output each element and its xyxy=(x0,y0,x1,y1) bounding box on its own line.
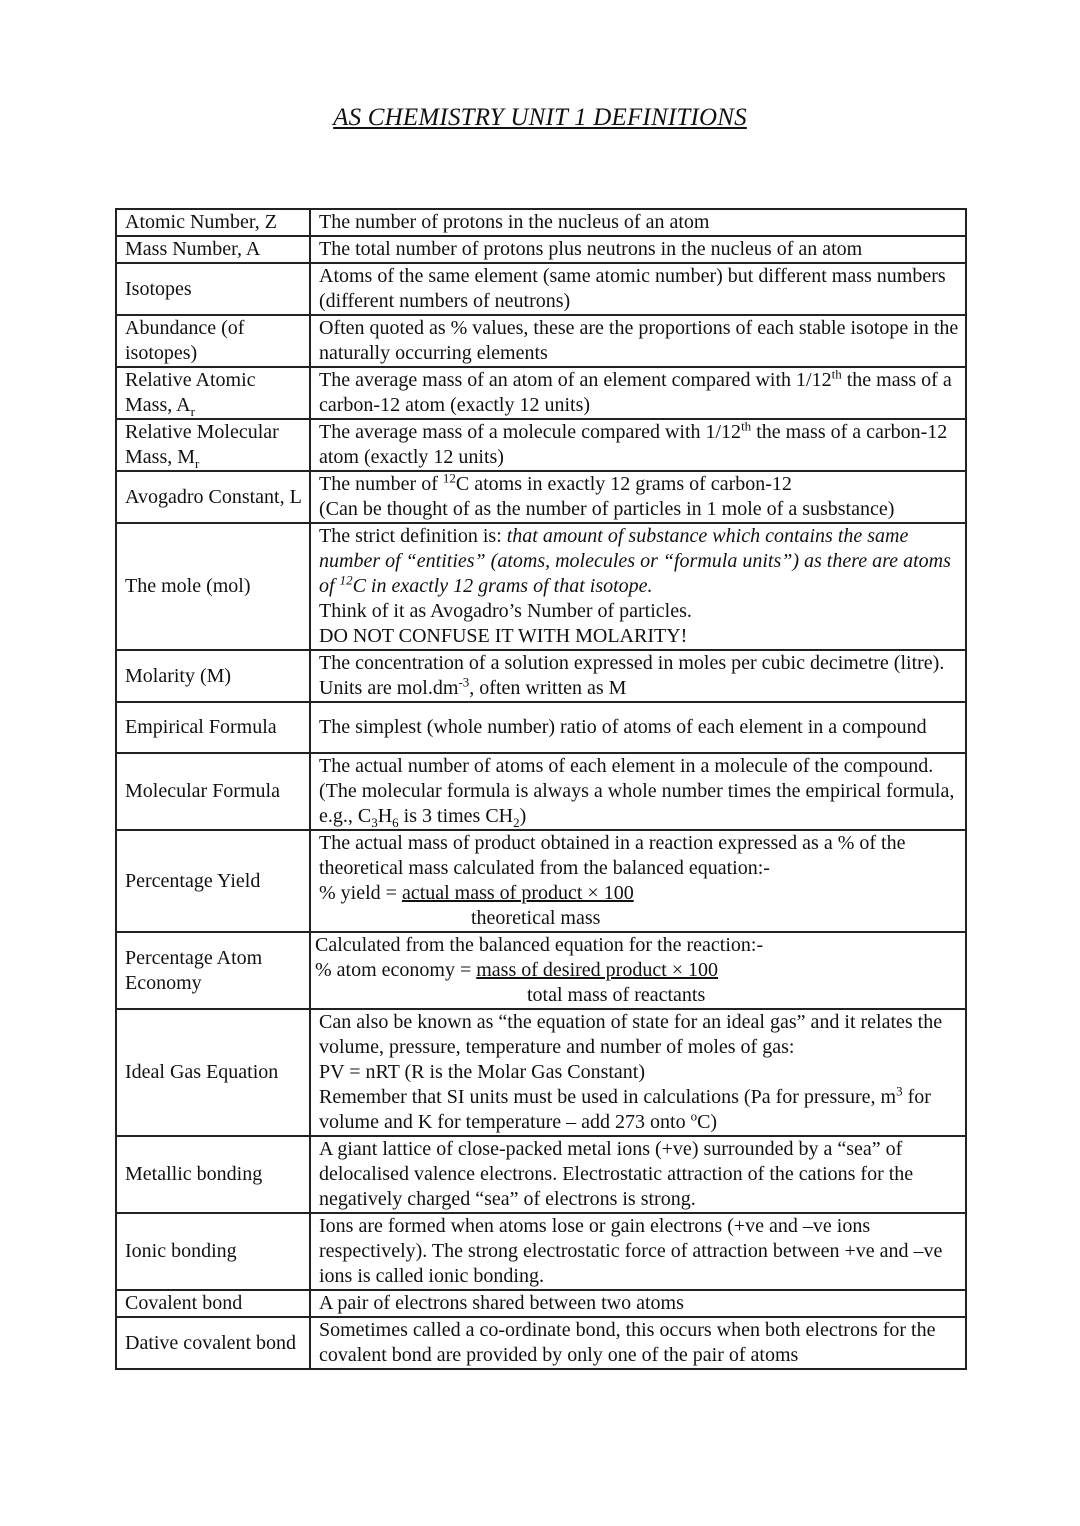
table-row xyxy=(116,419,966,471)
term-cell: Molecular Formula xyxy=(116,753,310,830)
superscript: 12 xyxy=(339,572,353,588)
superscript: -3 xyxy=(458,674,470,690)
table-row xyxy=(116,753,966,830)
definition-text: The actual number of atoms of each element in a molecule of the compound. (The molecular formula is always a whole number times the empirical formula, e.g., C xyxy=(319,755,955,827)
superscript: o xyxy=(690,1108,698,1124)
term-cell: Covalent bond xyxy=(116,1290,310,1317)
definition-text: (Can be thought of as the number of particles in 1 mole of a susbstance) xyxy=(319,498,895,520)
definition-cell xyxy=(310,471,966,523)
table-row xyxy=(116,471,966,523)
definition-cell xyxy=(310,523,966,650)
term-cell: Percentage Yield xyxy=(116,830,310,932)
definition-text: The number of xyxy=(319,473,443,495)
definition-cell: The total number of protons plus neutrons in the nucleus of an atom xyxy=(310,236,966,263)
definition-text: for volume and K for temperature – add 273 onto xyxy=(319,1086,931,1133)
definition-text: is 3 times CH xyxy=(398,805,514,827)
definition-text: The average mass of an atom of an element compared with 1/12 xyxy=(319,369,832,391)
table-row xyxy=(116,932,966,1009)
term-cell: Avogadro Constant, L xyxy=(116,471,310,523)
superscript: 12 xyxy=(442,470,456,486)
definition-text: H xyxy=(377,805,393,827)
definition-text: ) xyxy=(519,805,527,827)
term-cell: Ionic bonding xyxy=(116,1213,310,1290)
definition-cell xyxy=(310,753,966,830)
table-row xyxy=(116,1136,966,1213)
definition-cell: Atoms of the same element (same atomic number) but different mass numbers (different numbers of neutrons) xyxy=(310,263,966,315)
formula-lhs: % yield = xyxy=(319,882,402,904)
term-cell: Percentage Atom Economy xyxy=(116,932,310,1009)
term-cell: Ideal Gas Equation xyxy=(116,1009,310,1136)
definition-text: the mass of a carbon-12 atom (exactly 12 units) xyxy=(319,369,952,416)
definition-text: The concentration of a solution expressed in moles per cubic decimetre (litre). Units are mol.dm xyxy=(319,652,945,699)
superscript: 3 xyxy=(896,1083,903,1099)
term-text: Relative Atomic Mass, A xyxy=(125,369,256,416)
definition-text: DO NOT CONFUSE IT WITH MOLARITY! xyxy=(319,625,688,647)
definition-cell xyxy=(310,367,966,419)
term-cell: Isotopes xyxy=(116,263,310,315)
definition-text: C) xyxy=(697,1111,718,1133)
definition-text: Can also be known as “the equation of state for an ideal gas” and it relates the volume, pressure, temperature and number of moles of gas: xyxy=(319,1011,943,1058)
definition-text: The strict definition is: xyxy=(319,525,507,547)
definition-cell: Often quoted as % values, these are the proportions of each stable isotope in the naturally occurring elements xyxy=(310,315,966,367)
subscript: r xyxy=(190,404,195,419)
subscript: r xyxy=(195,456,200,471)
table-row xyxy=(116,263,966,315)
table-row xyxy=(116,1213,966,1290)
definition-cell: Sometimes called a co-ordinate bond, this occurs when both electrons for the covalent bond are provided by only one of the pair of atoms xyxy=(310,1317,966,1369)
definition-italic: C in exactly 12 grams of that isotope. xyxy=(352,575,653,597)
definition-cell xyxy=(310,932,966,1009)
definition-cell: The number of protons in the nucleus of an atom xyxy=(310,209,966,236)
formula-denominator: total mass of reactants xyxy=(527,984,706,1006)
term-cell: The mole (mol) xyxy=(116,523,310,650)
term-cell: Mass Number, A xyxy=(116,236,310,263)
term-cell xyxy=(116,367,310,419)
table-row xyxy=(116,702,966,753)
term-cell: Molarity (M) xyxy=(116,650,310,702)
definition-cell xyxy=(310,650,966,702)
table-row xyxy=(116,830,966,932)
term-cell: Metallic bonding xyxy=(116,1136,310,1213)
definition-italic: that amount of substance which contains the same number of “entities” (atoms, molecules or “formula units”) as there are atoms of xyxy=(319,525,951,597)
definition-cell xyxy=(310,1009,966,1136)
table-row xyxy=(116,1009,966,1136)
table-row xyxy=(116,650,966,702)
term-text: Relative Molecular Mass, M xyxy=(125,421,279,468)
term-cell: Dative covalent bond xyxy=(116,1317,310,1369)
table-row xyxy=(116,236,966,263)
yield-formula xyxy=(319,881,959,906)
term-cell: Atomic Number, Z xyxy=(116,209,310,236)
definitions-table xyxy=(115,208,967,1370)
term-cell xyxy=(116,419,310,471)
definition-text: C atoms in exactly 12 grams of carbon-12 xyxy=(455,473,792,495)
table-row xyxy=(116,315,966,367)
definition-cell: A giant lattice of close-packed metal ions (+ve) surrounded by a “sea” of delocalised valence electrons. Electrostatic attraction of the cations for the negatively charged “sea” of electrons is strong. xyxy=(310,1136,966,1213)
definition-cell xyxy=(310,830,966,932)
definition-text: PV = nRT (R is the Molar Gas Constant) xyxy=(319,1061,646,1083)
page-title: AS CHEMISTRY UNIT 1 DEFINITIONS xyxy=(333,104,747,131)
superscript: th xyxy=(741,418,752,434)
term-cell: Abundance (of isotopes) xyxy=(116,315,310,367)
definition-text: Think of it as Avogadro’s Number of particles. xyxy=(319,600,692,622)
definition-cell: Ions are formed when atoms lose or gain electrons (+ve and –ve ions respectively). The strong electrostatic force of attraction between +ve and –ve ions is called ionic bonding. xyxy=(310,1213,966,1290)
table-row xyxy=(116,1317,966,1369)
definition-text: Remember that SI units must be used in calculations (Pa for pressure, m xyxy=(319,1086,897,1108)
atom-economy-formula xyxy=(315,958,959,983)
definition-text: The average mass of a molecule compared with 1/12 xyxy=(319,421,742,443)
superscript: th xyxy=(831,366,842,382)
term-cell: Empirical Formula xyxy=(116,702,310,753)
definition-text: Calculated from the balanced equation for the reaction:- xyxy=(315,934,764,956)
definition-cell: The simplest (whole number) ratio of atoms of each element in a compound xyxy=(310,702,966,753)
subscript: 6 xyxy=(392,815,399,830)
definition-text: , often written as M xyxy=(469,677,627,699)
definition-text: the mass of a carbon-12 atom (exactly 12 units) xyxy=(319,421,948,468)
formula-lhs: % atom economy = xyxy=(315,959,477,981)
formula-numerator: actual mass of product × 100 xyxy=(401,882,634,904)
definition-cell xyxy=(310,419,966,471)
subscript: 2 xyxy=(513,815,520,830)
subscript: 3 xyxy=(371,815,378,830)
definition-cell: A pair of electrons shared between two atoms xyxy=(310,1290,966,1317)
table-row xyxy=(116,209,966,236)
table-row xyxy=(116,367,966,419)
table-row xyxy=(116,523,966,650)
formula-numerator: mass of desired product × 100 xyxy=(476,959,719,981)
definition-text: The actual mass of product obtained in a reaction expressed as a % of the theoretical mass calculated from the balanced equation:- xyxy=(319,832,906,879)
table-row xyxy=(116,1290,966,1317)
formula-denominator: theoretical mass xyxy=(471,907,601,929)
